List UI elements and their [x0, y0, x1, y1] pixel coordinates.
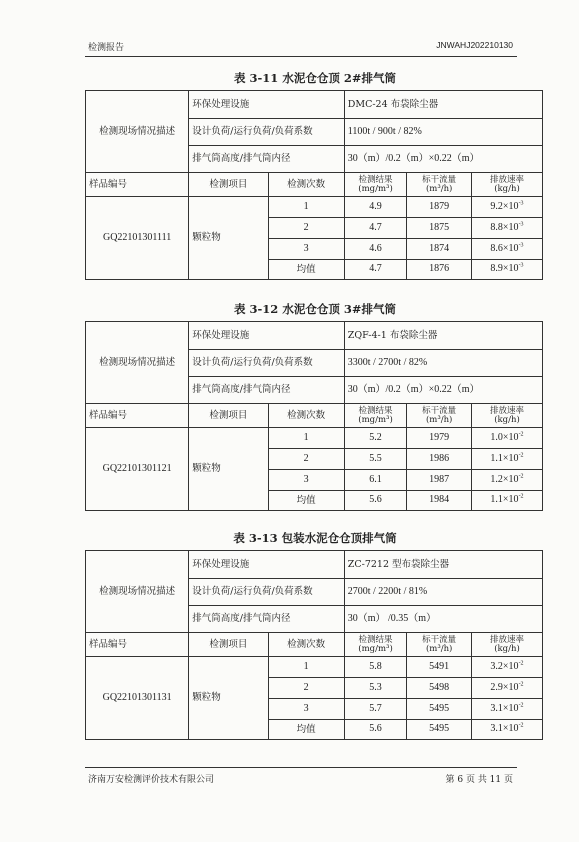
table-row — [86, 657, 543, 678]
table-caption: 表 3-13 包装水泥仓仓顶排气筒 — [233, 531, 397, 545]
emission-table — [85, 321, 543, 511]
emission-table — [85, 90, 543, 280]
site-description-label: 检测现场情况描述 — [86, 551, 189, 633]
stack-label: 排气筒高度/排气筒内径 — [189, 377, 344, 404]
times-value: 3 — [268, 239, 344, 260]
load-label: 设计负荷/运行负荷/负荷系数 — [189, 119, 344, 146]
avg-label: 均值 — [268, 491, 344, 511]
rate-value — [472, 657, 543, 678]
rate-value — [472, 218, 543, 239]
table-caption: 表 3-12 水泥仓仓顶 3#排气筒 — [234, 302, 396, 316]
result-header — [344, 633, 407, 657]
flow-header-line1: 标干流量 — [422, 405, 457, 416]
times-value: 1 — [268, 657, 344, 678]
sample-no-header: 样品编号 — [86, 173, 189, 197]
rate-mantissa: 2.9×10 — [490, 681, 519, 693]
site-description-label: 检测现场情况描述 — [86, 322, 189, 404]
rate-header-unit: (kg/h) — [494, 414, 520, 425]
result-value: 5.2 — [344, 428, 407, 449]
avg-rate — [472, 260, 543, 280]
sample-id: GQ22101301131 — [86, 657, 189, 740]
result-header-line1: 检测结果 — [358, 405, 393, 416]
rate-value — [472, 428, 543, 449]
flow-header-unit: (m³/h) — [425, 414, 453, 425]
rate-exponent: -2 — [518, 452, 524, 459]
result-value: 5.7 — [344, 699, 407, 720]
avg-rate — [472, 491, 543, 511]
rate-value — [472, 470, 543, 491]
rate-header-line1: 排放速率 — [489, 634, 524, 645]
rate-mantissa: 8.9×10 — [490, 263, 519, 275]
times-value: 2 — [268, 678, 344, 699]
rate-exponent: -3 — [518, 221, 524, 228]
report-number: JNWAHJ202210130 — [436, 40, 513, 50]
flow-header-unit: (m³/h) — [425, 643, 453, 654]
rate-mantissa: 3.1×10 — [490, 723, 519, 735]
times-value: 3 — [268, 470, 344, 491]
footer-divider — [85, 767, 517, 768]
table-row — [86, 173, 543, 197]
times-value: 2 — [268, 218, 344, 239]
item-name: 颗粒物 — [189, 197, 268, 280]
rate-exponent: -2 — [518, 702, 524, 709]
table-caption: 表 3-11 水泥仓仓顶 2#排气筒 — [234, 71, 396, 85]
rate-mantissa: 3.2×10 — [490, 660, 519, 672]
rate-exponent: -2 — [518, 473, 524, 480]
stack-value: 30（m）/0.2（m）×0.22（m） — [344, 146, 542, 173]
flow-header — [407, 404, 472, 428]
stack-value: 30（m）/0.2（m）×0.22（m） — [344, 377, 542, 404]
avg-label: 均值 — [268, 720, 344, 740]
result-value: 5.3 — [344, 678, 407, 699]
stack-value: 30（m） /0.35（m） — [344, 606, 542, 633]
sample-no-header: 样品编号 — [86, 633, 189, 657]
times-value: 1 — [268, 428, 344, 449]
facility-label: 环保处理设施 — [189, 551, 344, 579]
avg-label: 均值 — [268, 260, 344, 280]
facility-label: 环保处理设施 — [189, 91, 344, 119]
facility-label: 环保处理设施 — [189, 322, 344, 350]
avg-result: 4.7 — [344, 260, 407, 280]
load-label: 设计负荷/运行负荷/负荷系数 — [189, 579, 344, 606]
result-header-unit: (mg/m³) — [358, 414, 393, 425]
times-header: 检测次数 — [268, 173, 344, 197]
rate-header-unit: (kg/h) — [494, 183, 520, 194]
rate-exponent: -3 — [518, 262, 524, 269]
rate-value — [472, 678, 543, 699]
load-value: 2700t / 2200t / 81% — [344, 579, 542, 606]
flow-header-line1: 标干流量 — [422, 634, 457, 645]
flow-header — [407, 173, 472, 197]
avg-rate — [472, 720, 543, 740]
result-value: 4.9 — [344, 197, 407, 218]
rate-value — [472, 699, 543, 720]
rate-value — [472, 239, 543, 260]
rate-header-line1: 排放速率 — [489, 405, 524, 416]
flow-value: 5498 — [407, 678, 472, 699]
item-header: 检测项目 — [189, 404, 268, 428]
rate-mantissa: 8.6×10 — [490, 242, 519, 254]
result-value: 5.8 — [344, 657, 407, 678]
flow-value: 1986 — [407, 449, 472, 470]
rate-header-line1: 排放速率 — [489, 174, 524, 185]
rate-mantissa: 1.2×10 — [490, 473, 519, 485]
item-header: 检测项目 — [189, 173, 268, 197]
times-header: 检测次数 — [268, 633, 344, 657]
item-header: 检测项目 — [189, 633, 268, 657]
times-value: 3 — [268, 699, 344, 720]
flow-header — [407, 633, 472, 657]
page-number: 第 6 页 共 11 页 — [445, 775, 513, 785]
avg-result: 5.6 — [344, 491, 407, 511]
result-value: 6.1 — [344, 470, 407, 491]
rate-mantissa: 8.8×10 — [490, 221, 519, 233]
avg-result: 5.6 — [344, 720, 407, 740]
load-value: 1100t / 900t / 82% — [344, 119, 542, 146]
result-header — [344, 404, 407, 428]
result-value: 4.7 — [344, 218, 407, 239]
sample-id: GQ22101301111 — [86, 197, 189, 280]
sample-id: GQ22101301121 — [86, 428, 189, 511]
rate-mantissa: 9.2×10 — [490, 200, 519, 212]
sample-no-header: 样品编号 — [86, 404, 189, 428]
flow-value: 1879 — [407, 197, 472, 218]
rate-value — [472, 197, 543, 218]
emission-table — [85, 550, 543, 740]
result-header-unit: (mg/m³) — [358, 183, 393, 194]
facility-value: ZQF-4-1 布袋除尘器 — [344, 322, 542, 350]
stack-label: 排气筒高度/排气筒内径 — [189, 606, 344, 633]
rate-exponent: -2 — [518, 431, 524, 438]
flow-value: 1979 — [407, 428, 472, 449]
avg-flow: 1876 — [407, 260, 472, 280]
times-header: 检测次数 — [268, 404, 344, 428]
flow-value: 5495 — [407, 699, 472, 720]
item-name: 颗粒物 — [189, 428, 268, 511]
header-divider — [85, 56, 517, 57]
rate-exponent: -2 — [518, 493, 524, 500]
table-row — [86, 197, 543, 218]
result-value: 5.5 — [344, 449, 407, 470]
rate-header — [472, 173, 543, 197]
rate-value — [472, 449, 543, 470]
result-header — [344, 173, 407, 197]
stack-label: 排气筒高度/排气筒内径 — [189, 146, 344, 173]
result-value: 4.6 — [344, 239, 407, 260]
flow-value: 1987 — [407, 470, 472, 491]
table-row — [86, 322, 543, 350]
rate-mantissa: 1.1×10 — [490, 494, 519, 506]
load-value: 3300t / 2700t / 82% — [344, 350, 542, 377]
site-description-label: 检测现场情况描述 — [86, 91, 189, 173]
flow-value: 5491 — [407, 657, 472, 678]
rate-exponent: -2 — [518, 722, 524, 729]
rate-exponent: -3 — [518, 242, 524, 249]
table-row — [86, 633, 543, 657]
table-row — [86, 91, 543, 119]
flow-header-line1: 标干流量 — [422, 174, 457, 185]
table-row — [86, 404, 543, 428]
result-header-line1: 检测结果 — [358, 634, 393, 645]
times-value: 1 — [268, 197, 344, 218]
rate-header — [472, 633, 543, 657]
rate-mantissa: 3.1×10 — [490, 702, 519, 714]
rate-exponent: -2 — [518, 681, 524, 688]
facility-value: ZC-7212 型布袋除尘器 — [344, 551, 542, 579]
avg-flow: 5495 — [407, 720, 472, 740]
flow-value: 1875 — [407, 218, 472, 239]
result-header-line1: 检测结果 — [358, 174, 393, 185]
rate-header-unit: (kg/h) — [494, 643, 520, 654]
load-label: 设计负荷/运行负荷/负荷系数 — [189, 350, 344, 377]
item-name: 颗粒物 — [189, 657, 268, 740]
rate-mantissa: 1.0×10 — [490, 431, 519, 443]
report-header-title: 检测报告 — [88, 43, 125, 53]
flow-value: 1874 — [407, 239, 472, 260]
rate-exponent: -2 — [518, 660, 524, 667]
table-row — [86, 551, 543, 579]
rate-exponent: -3 — [518, 200, 524, 207]
rate-mantissa: 1.1×10 — [490, 452, 519, 464]
company-name: 济南万安检测评价技术有限公司 — [88, 775, 215, 785]
facility-value: DMC-24 布袋除尘器 — [344, 91, 542, 119]
table-row — [86, 428, 543, 449]
result-header-unit: (mg/m³) — [358, 643, 393, 654]
avg-flow: 1984 — [407, 491, 472, 511]
flow-header-unit: (m³/h) — [425, 183, 453, 194]
rate-header — [472, 404, 543, 428]
times-value: 2 — [268, 449, 344, 470]
